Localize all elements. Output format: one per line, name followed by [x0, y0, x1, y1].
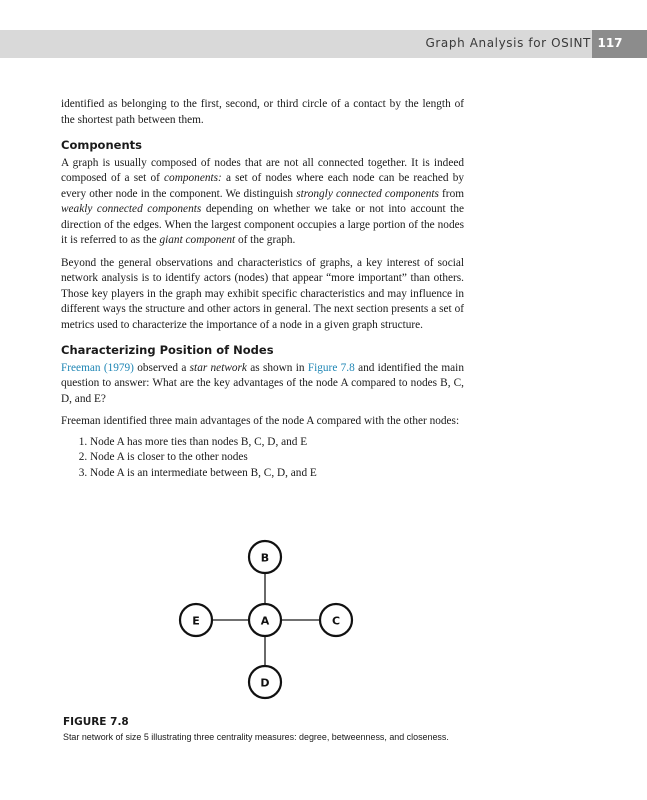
node-d-label: D [260, 676, 270, 690]
characterizing-heading: Characterizing Position of Nodes [61, 343, 274, 357]
node-a [249, 604, 281, 636]
components-paragraph-1: A graph is usually composed of nodes that are not all connected together. It is indeed composed of a set of components: a set of nodes where each node can be reached by every other node in the component. We distinguish strongly connected components from weakly connected components depending on whether we take or not into account the direction of the edges. When the largest component occupies a large portion of the nodes it is referred to as the giant component of the graph. [61, 156, 464, 246]
node-e [180, 604, 212, 636]
figure-caption: Star network of size 5 illustrating three centrality measures: degree, betweenness, and closeness. [63, 732, 449, 743]
node-d [249, 666, 281, 698]
characterizing-paragraph-2: Freeman identified three main advantages of the node A compared with the other nodes: [61, 415, 460, 427]
components-paragraph-2: Beyond the general observations and characteristics of graphs, a key interest of social network analysis is to identify actors (nodes) that appear “more important” than others. Those key players in the graph may exhibit specific characteristics and may influence in different ways the structure and other actors in general. The next section presents a set of metrics used to characterize the importance of a node in a given graph structure. [61, 256, 464, 331]
list-item: 3. Node A is an intermediate between B, C, D, and E [90, 466, 464, 482]
figure-7-8-link[interactable]: Figure 7.8 [307, 361, 355, 374]
node-b [249, 541, 281, 573]
figure-label: FIGURE 7.8 [63, 716, 129, 728]
node-a-label: A [260, 614, 270, 628]
list-item: 1. Node A has more ties than nodes B, C, D, and E [90, 435, 464, 451]
components-heading: Components [61, 138, 142, 152]
intro-paragraph: identified as belonging to the first, second, or third circle of a contact by the length of the shortest path between them. [61, 98, 464, 126]
freeman-citation-link[interactable]: Freeman (1979) [61, 361, 134, 374]
list-item: 2. Node A is closer to the other nodes [90, 450, 464, 466]
node-c-label: C [331, 614, 341, 628]
node-e-label: E [192, 614, 200, 628]
node-c [320, 604, 352, 636]
running-header-title: Graph Analysis for OSINT [425, 36, 591, 50]
page-number: 117 [597, 36, 623, 50]
node-b-label: B [260, 551, 270, 565]
characterizing-paragraph-1: Freeman (1979) observed a star network as shown in Figure 7.8 and identified the main question to answer: What are the key advantages of the node A compared to nodes B, C, D, and E? [61, 361, 464, 405]
